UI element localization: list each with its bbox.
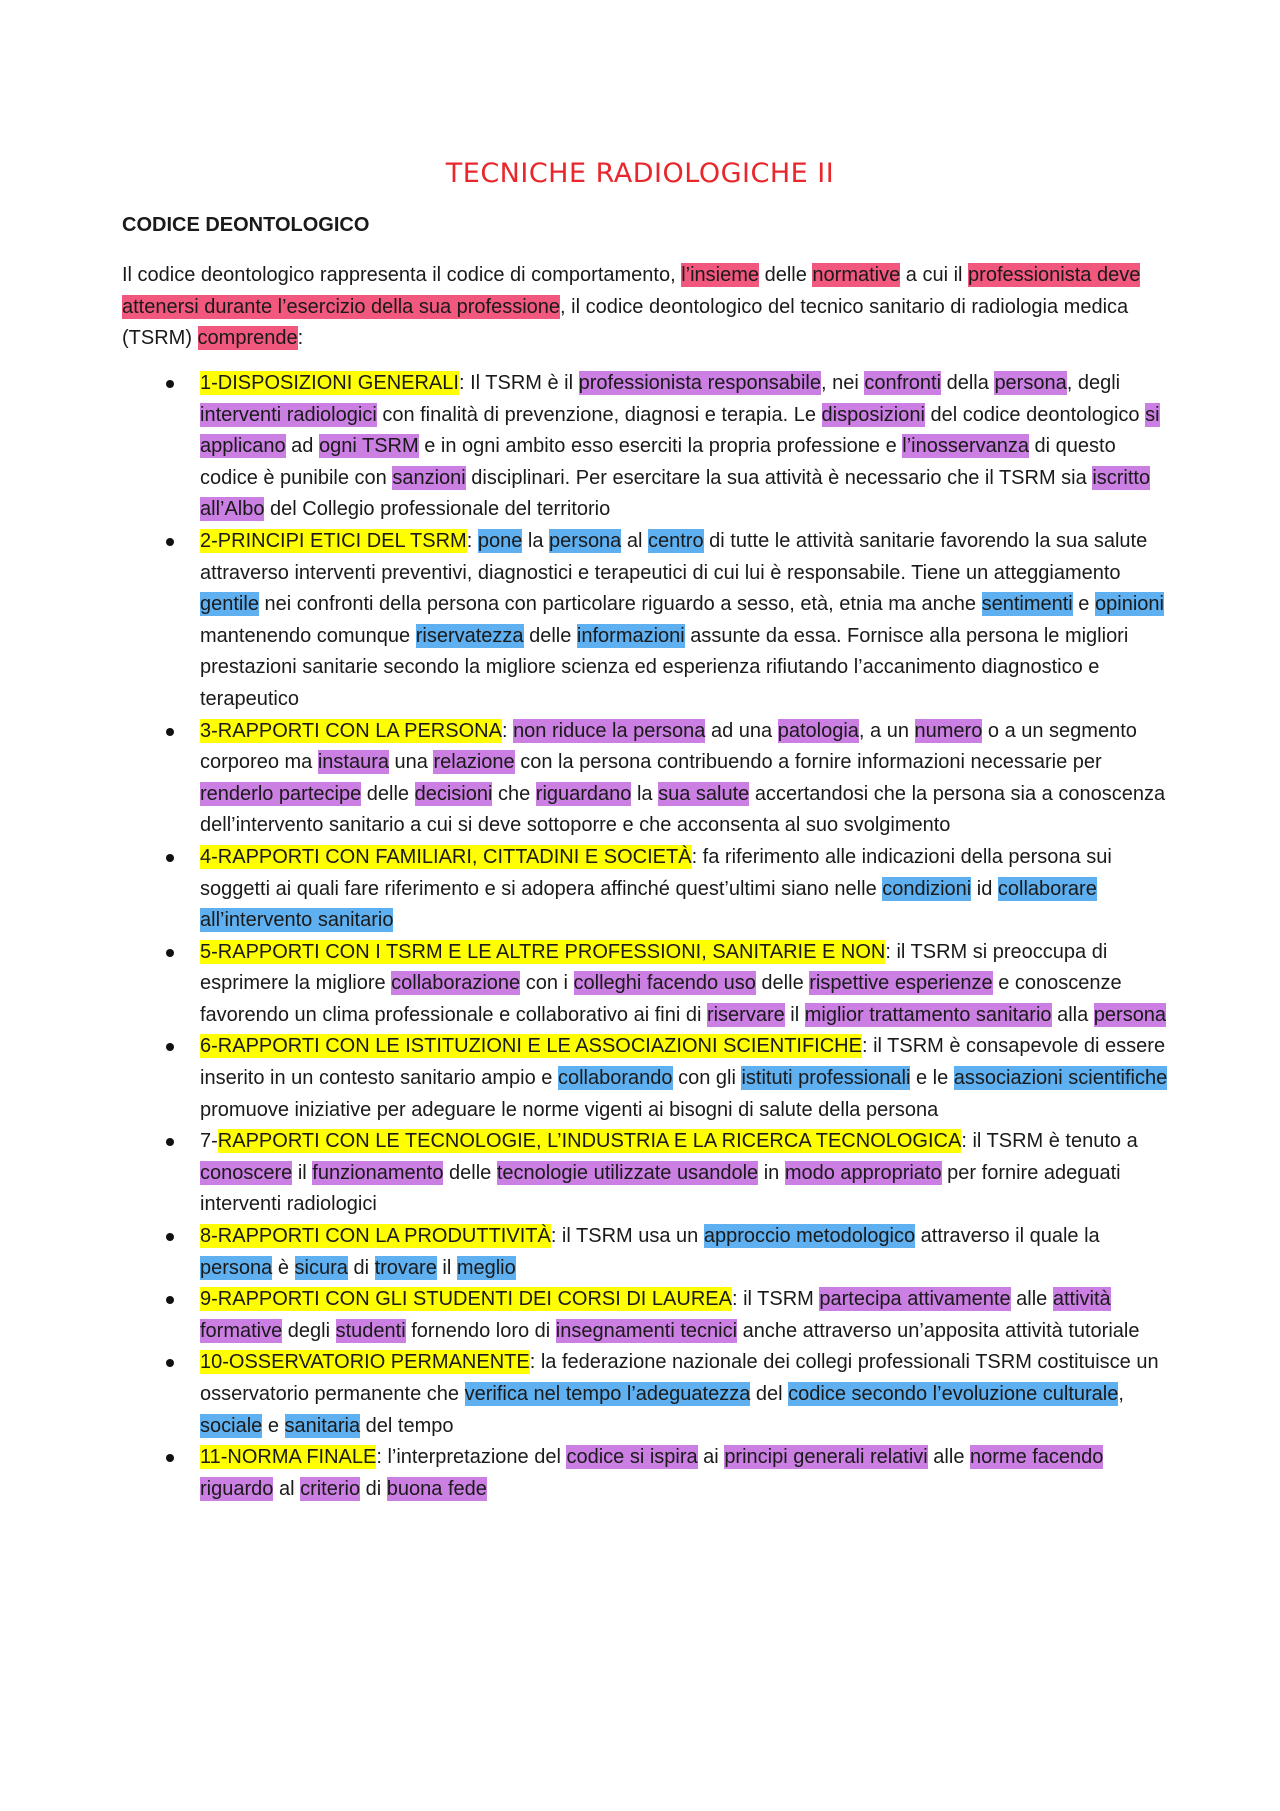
list-item	[122, 1347, 1174, 1442]
bullet-icon	[166, 380, 174, 388]
body-text: : Il TSRM è il	[458, 372, 579, 394]
highlighted-text: opinioni	[1095, 593, 1164, 616]
highlighted-text: miglior trattamento sanitario	[804, 1003, 1052, 1026]
body-text: , degli	[1066, 372, 1121, 394]
section-title-highlight: 2-PRINCIPI ETICI DEL TSRM	[200, 529, 467, 552]
highlighted-text: informazioni	[576, 624, 685, 647]
bullet-icon	[166, 1138, 174, 1146]
highlighted-text: condizioni	[882, 877, 972, 900]
body-text: ad una	[705, 719, 778, 742]
list-item	[122, 1031, 1174, 1126]
body-text: delle	[759, 264, 813, 286]
highlighted-text: gentile	[200, 593, 259, 616]
body-text: delle	[523, 624, 577, 647]
highlighted-text: collaborando	[557, 1067, 673, 1090]
body-text: per fornire adeguati interventi radiologici	[200, 1161, 1121, 1216]
body-text: è	[272, 1256, 295, 1279]
bullet-icon	[166, 1043, 174, 1051]
highlighted-text: persona	[549, 529, 622, 552]
highlighted-text: disposizioni	[821, 403, 925, 426]
body-text: :	[466, 529, 478, 552]
list-item	[122, 716, 1174, 842]
highlighted-text: persona	[1093, 1003, 1167, 1026]
body-text: ad	[285, 435, 319, 458]
body-text: anche attraverso un’apposita attività tutoriale	[737, 1319, 1140, 1342]
highlighted-text: non riduce la persona	[513, 719, 706, 742]
body-text: di	[347, 1256, 375, 1279]
highlighted-text: ogni TSRM	[318, 435, 419, 458]
highlighted-text: renderlo partecipe	[200, 782, 362, 805]
list-item	[122, 1442, 1174, 1505]
highlighted-text: instaura	[317, 751, 389, 774]
body-text: ai	[697, 1446, 725, 1469]
highlighted-text: sicura	[294, 1256, 348, 1279]
body-text: del	[750, 1383, 789, 1405]
list-item	[122, 1126, 1174, 1221]
highlighted-text: centro	[648, 529, 704, 552]
body-text: di tutte le attività sanitarie favorendo la sua salute attraverso interventi preventivi, diagnostici e terapeutici di cui lui è responsabile. Tiene un atteggiamento	[200, 529, 1148, 584]
highlighted-text: associazioni scientifiche	[953, 1067, 1168, 1090]
highlighted-text: collaborazione	[391, 972, 521, 995]
list-item	[122, 842, 1174, 937]
body-text: : il TSRM è tenuto a	[961, 1130, 1138, 1153]
bullet-icon	[166, 1233, 174, 1241]
body-text: la	[522, 529, 550, 552]
highlighted-text: persona	[994, 372, 1067, 394]
highlighted-text: si applicano	[200, 403, 1160, 458]
highlighted-text: approccio metodologico	[703, 1225, 916, 1248]
highlighted-text: patologia	[777, 719, 859, 742]
highlighted-text: verifica nel tempo l’adeguatezza	[464, 1383, 751, 1405]
bullet-icon	[166, 1454, 174, 1462]
body-text: con finalità di prevenzione, diagnosi e terapia. Le	[376, 403, 822, 426]
body-text: :	[501, 719, 514, 742]
highlighted-text: attività formative	[200, 1288, 1111, 1342]
highlighted-text: criterio	[300, 1477, 361, 1500]
body-text: Il codice deontologico rappresenta il codice di comportamento,	[122, 264, 682, 286]
highlighted-text: norme facendo riguardo	[200, 1446, 1104, 1500]
body-text: con i	[520, 972, 574, 995]
bullet-icon	[166, 1296, 174, 1304]
section-title-highlight: 9-RAPPORTI CON GLI STUDENTI DEI CORSI DI LAUREA	[200, 1288, 732, 1311]
highlighted-text: sua salute	[658, 782, 750, 805]
highlighted-text: partecipa attivamente	[819, 1288, 1011, 1311]
body-text: il	[292, 1161, 313, 1184]
highlighted-text: modo appropriato	[784, 1161, 942, 1184]
body-text: , nei	[820, 372, 865, 394]
highlighted-text: pone	[477, 529, 523, 552]
highlighted-text: istituti professionali	[741, 1067, 911, 1090]
highlighted-text: trovare	[374, 1256, 437, 1279]
body-text: : fa riferimento alle indicazioni della persona sui soggetti ai quali fare riferimento e si adopera affinché quest’ultimi siano nelle	[200, 845, 1112, 900]
section-title-highlight: 8-RAPPORTI CON LA PRODUTTIVITÀ	[200, 1225, 551, 1248]
highlighted-text: conoscere	[200, 1161, 293, 1184]
body-text: nei confronti della persona con particolare riguardo a sesso, età, etnia ma anche	[258, 593, 982, 616]
highlighted-text: riservatezza	[415, 624, 524, 647]
body-text: del codice deontologico	[924, 403, 1146, 426]
highlighted-text: iscritto all’Albo	[200, 466, 1151, 521]
body-text: : la federazione nazionale dei collegi professionali TSRM costituisce un osservatorio permanente che	[200, 1351, 1159, 1405]
highlighted-text: insegnamenti tecnici	[555, 1319, 738, 1342]
list-item	[122, 1284, 1174, 1347]
list-item	[122, 937, 1174, 1032]
body-text: delle	[443, 1161, 497, 1184]
body-text: con la persona contribuendo a fornire informazioni necessarie per	[514, 751, 1102, 774]
body-text: e conoscenze favorendo un clima professionale e collaborativo ai fini di	[200, 972, 1122, 1026]
code-sections-list	[122, 368, 1174, 1505]
highlighted-text: normative	[812, 264, 901, 286]
section-title-highlight: 10-OSSERVATORIO PERMANENTE	[200, 1351, 530, 1374]
highlighted-text: decisioni	[414, 782, 493, 805]
bullet-icon	[166, 854, 174, 862]
section-title-highlight: 5-RAPPORTI CON I TSRM E LE ALTRE PROFESSIONI, SANITARIE E NON	[200, 940, 886, 963]
body-text: alle	[1010, 1288, 1053, 1311]
body-text: 7-	[200, 1130, 218, 1153]
body-text: , a un	[858, 719, 915, 742]
highlighted-text: riservare	[706, 1003, 785, 1026]
body-text: mantenendo comunque	[200, 624, 416, 647]
body-text: o a un segmento corporeo ma	[200, 719, 1137, 774]
body-text: di questo codice è punibile con	[200, 435, 1116, 489]
bullet-icon	[166, 949, 174, 957]
section-title-highlight: 11-NORMA FINALE	[200, 1446, 377, 1469]
body-text: delle	[755, 972, 810, 995]
bullet-icon	[166, 1359, 174, 1367]
body-text: e in ogni ambito esso eserciti la propria professione e	[418, 435, 903, 458]
body-text: ,	[1118, 1383, 1124, 1405]
section-title-highlight: RAPPORTI CON LE TECNOLOGIE, L’INDUSTRIA E LA RICERCA TECNOLOGICA	[217, 1130, 962, 1153]
body-text: id	[971, 877, 998, 900]
body-text: una	[389, 751, 434, 774]
list-item	[122, 526, 1174, 716]
highlighted-text: interventi radiologici	[200, 403, 377, 426]
section-title-highlight: 1-DISPOSIZIONI GENERALI	[200, 372, 459, 394]
highlighted-text: codice si ispira	[566, 1446, 698, 1469]
body-text: promuove iniziative per adeguare le norme vigenti ai bisogni di salute della persona	[200, 1098, 939, 1121]
body-text: : il TSRM è consapevole di essere inserito in un contesto sanitario ampio e	[200, 1035, 1166, 1090]
highlighted-text: codice secondo l’evoluzione culturale	[788, 1383, 1119, 1405]
body-text: il	[784, 1003, 805, 1026]
document-title: TECNICHE RADIOLOGICHE II	[445, 158, 835, 189]
bullet-icon	[166, 538, 174, 546]
highlighted-text: sociale	[200, 1414, 263, 1437]
body-text: della	[941, 372, 995, 394]
highlighted-text: relazione	[433, 751, 515, 774]
body-text: del Collegio professionale del territorio	[264, 498, 611, 521]
body-text: la	[631, 782, 659, 805]
body-text: disciplinari. Per esercitare la sua attività è necessario che il TSRM sia	[465, 466, 1093, 489]
highlighted-text: collaborare all’intervento sanitario	[200, 877, 1097, 932]
highlighted-text: numero	[914, 719, 983, 742]
section-heading: CODICE DEONTOLOGICO	[122, 214, 370, 236]
body-text: in	[758, 1161, 785, 1184]
body-text: fornendo loro di	[405, 1319, 556, 1342]
highlighted-text: sentimenti	[981, 593, 1073, 616]
highlighted-text: sanzioni	[392, 466, 466, 489]
highlighted-text: l’inosservanza	[902, 435, 1029, 458]
body-text: degli	[282, 1319, 336, 1342]
highlighted-text: tecnologie utilizzate usandole	[496, 1161, 759, 1184]
body-text: : il TSRM usa un	[550, 1225, 704, 1248]
body-text: attraverso il quale la	[915, 1225, 1100, 1248]
body-text: il	[436, 1256, 457, 1279]
bullet-icon	[166, 728, 174, 736]
body-text: : il TSRM si preoccupa di esprimere la migliore	[200, 940, 1108, 995]
highlighted-text: rispettive esperienze	[809, 972, 993, 995]
body-text: delle	[361, 782, 415, 805]
body-text: e	[262, 1414, 285, 1437]
highlighted-text: confronti	[864, 372, 942, 394]
highlighted-text: comprende	[197, 327, 298, 349]
highlighted-text: buona fede	[386, 1477, 487, 1500]
body-text: al	[273, 1477, 301, 1500]
body-text: di	[360, 1477, 387, 1500]
section-title-highlight: 6-RAPPORTI CON LE ISTITUZIONI E LE ASSOCIAZIONI SCIENTIFICHE	[200, 1035, 862, 1058]
highlighted-text: professionista deve attenersi durante l’esercizio della sua professione	[122, 264, 1141, 318]
highlighted-text: meglio	[456, 1256, 516, 1279]
highlighted-text: principi generali relativi	[724, 1446, 928, 1469]
body-text: che	[492, 782, 536, 805]
body-text: assunte da essa. Fornisce alla persona le migliori prestazioni sanitarie secondo la migliore scienza ed esperienza rifiutando l’accanimento diagnostico e terapeutico	[200, 624, 1129, 710]
body-text: : il TSRM	[731, 1288, 820, 1311]
body-text: alle	[927, 1446, 970, 1469]
body-text: accertandosi che la persona sia a conoscenza dell’intervento sanitario a cui si deve sottoporre e che acconsenta al suo svolgimento	[200, 782, 1166, 837]
body-text: al	[621, 529, 648, 552]
list-item	[122, 368, 1174, 526]
highlighted-text: funzionamento	[312, 1161, 444, 1184]
list-item	[122, 1221, 1174, 1284]
section-title-highlight: 4-RAPPORTI CON FAMILIARI, CITTADINI E SOCIETÀ	[200, 845, 692, 868]
body-text: con gli	[672, 1067, 742, 1090]
intro-paragraph	[122, 260, 1162, 355]
highlighted-text: persona	[200, 1256, 273, 1279]
body-text: alla	[1051, 1003, 1094, 1026]
body-text: e	[1072, 593, 1095, 616]
highlighted-text: riguardano	[535, 782, 632, 805]
body-text: e le	[910, 1067, 954, 1090]
body-text: : l’interpretazione del	[376, 1446, 567, 1469]
highlighted-text: l’insieme	[681, 264, 760, 286]
highlighted-text: sanitaria	[284, 1414, 361, 1437]
highlighted-text: studenti	[335, 1319, 406, 1342]
highlighted-text: colleghi facendo uso	[573, 972, 756, 995]
highlighted-text: professionista responsabile	[578, 372, 821, 394]
body-text: del tempo	[360, 1414, 454, 1437]
body-text: :	[297, 327, 304, 349]
body-text: , il codice deontologico del tecnico sanitario di radiologia medica (TSRM)	[122, 295, 1129, 349]
body-text: a cui il	[900, 264, 969, 286]
section-title-highlight: 3-RAPPORTI CON LA PERSONA	[200, 719, 502, 742]
